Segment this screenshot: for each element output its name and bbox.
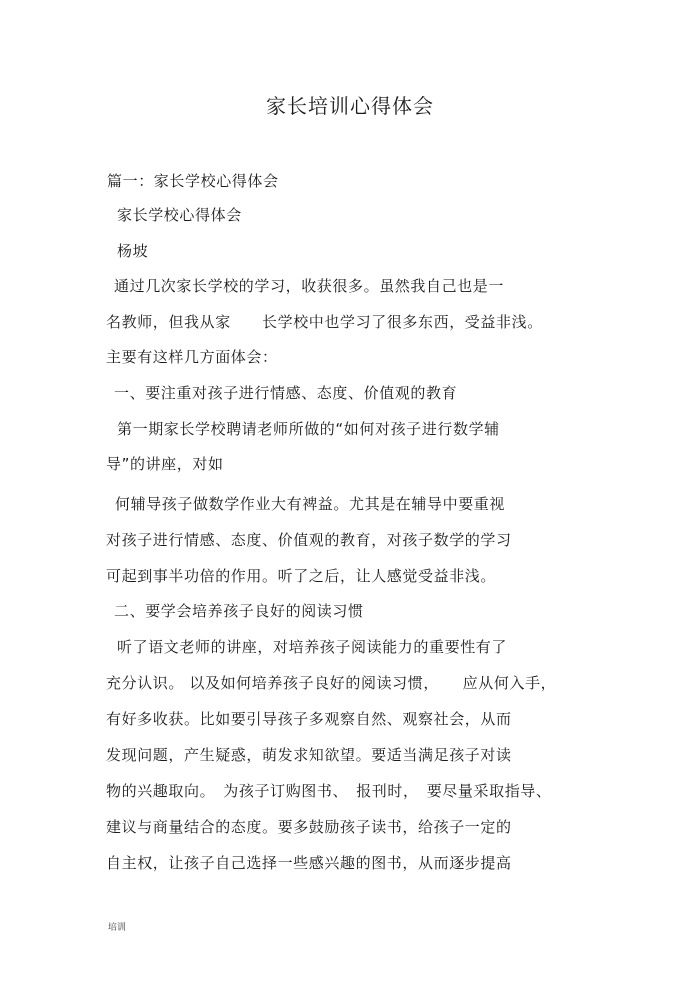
paragraph-line: 第一期家长学校聘请老师所做的“如何对孩子进行数学辅 xyxy=(117,420,500,438)
subheading-1: 一、要注重对孩子进行情感、态度、价值观的教育 xyxy=(114,384,458,402)
subheading-2: 二、要学会培养孩子良好的阅读习惯 xyxy=(114,602,364,620)
paragraph-line: 有好多收获。比如要引导孩子多观察自然、观察社会，从而 xyxy=(106,710,512,728)
article-title: 家长学校心得体会 xyxy=(117,206,242,224)
page-footer: 培训 xyxy=(108,923,127,933)
paragraph-line: 导”的讲座，对如 xyxy=(106,455,224,473)
section-heading-1: 篇一：家长学校心得体会 xyxy=(107,172,279,190)
paragraph-line: 物的兴趣取向。 为孩子订购图书、 报刊时， 要尽量采取指导、 xyxy=(106,782,552,800)
paragraph-line: 通过几次家长学校的学习，收获很多。虽然我自己也是一 xyxy=(114,277,505,295)
paragraph-line: 可起到事半功倍的作用。听了之后，让人感觉受益非浅。 xyxy=(106,567,497,585)
paragraph-line: 主要有这样几方面体会： xyxy=(106,348,278,366)
paragraph-line: 对孩子进行情感、态度、价值观的教育，对孩子数学的学习 xyxy=(106,531,512,549)
paragraph-line: 听了语文老师的讲座，对培养孩子阅读能力的重要性有了 xyxy=(117,638,508,656)
paragraph-line: 自主权，让孩子自己选择一些感兴趣的图书，从而逐步提高 xyxy=(106,854,512,872)
paragraph-line: 发现问题，产生疑惑，萌发求知欲望。要适当满足孩子对读 xyxy=(106,746,512,764)
paragraph-line: 充分认识。 以及如何培养孩子良好的阅读习惯， 应从何入手， xyxy=(106,674,557,692)
paragraph-line: 名教师，但我从家 长学校中也学习了很多东西，受益非浅。 xyxy=(106,313,543,331)
document-title: 家长培训心得体会 xyxy=(266,94,434,118)
author-name: 杨坡 xyxy=(117,242,149,260)
paragraph-line: 何辅导孩子做数学作业大有裨益。尤其是在辅导中要重视 xyxy=(115,495,506,513)
paragraph-line: 建议与商量结合的态度。要多鼓励孩子读书，给孩子一定的 xyxy=(106,818,512,836)
